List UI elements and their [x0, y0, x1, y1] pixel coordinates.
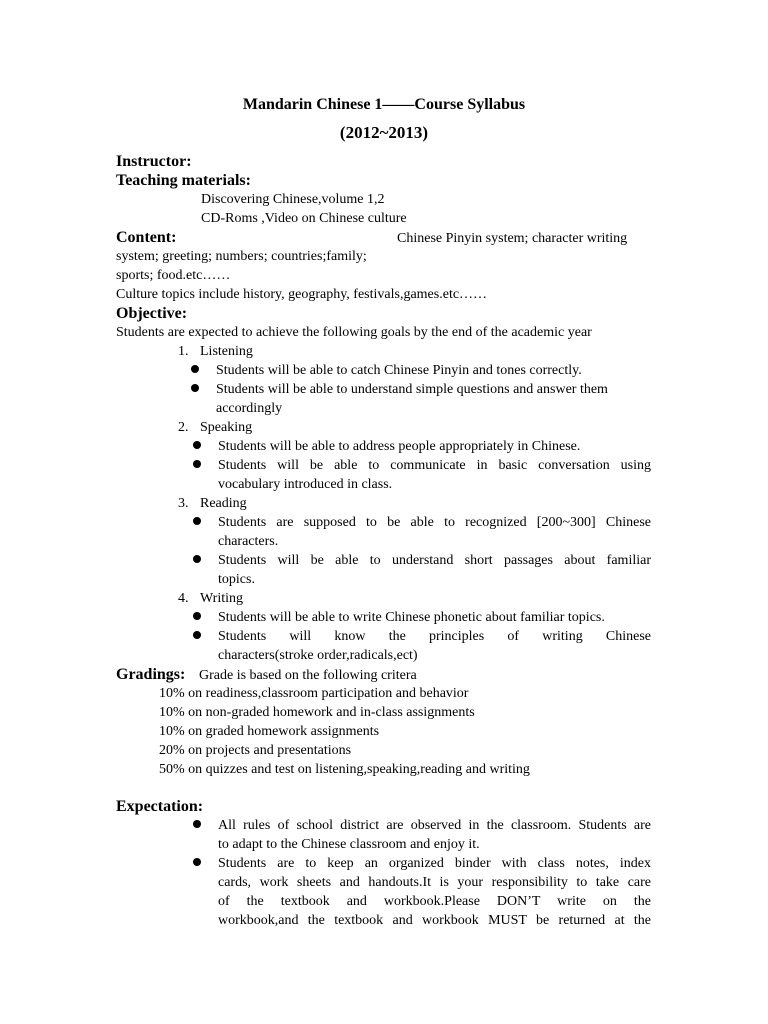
objective-item: Students will be able to address people appropriately in Chinese.: [218, 439, 581, 454]
grade-item: 50% on quizzes and test on listening,speaking,reading and writing: [159, 762, 530, 777]
objective-item-continued: accordingly: [216, 401, 283, 416]
expectation-item-continued: cards, work sheets and handouts.It is your responsibility to take care: [218, 875, 651, 890]
grade-item: 10% on graded homework assignments: [159, 724, 380, 739]
skill-number: 4.: [178, 591, 189, 606]
expectation-heading: Expectation:: [116, 798, 204, 815]
expectation-item: Students are to keep an organized binder with class notes, index: [218, 856, 651, 871]
content-line: Culture topics include history, geography, festivals,games.etc……: [116, 287, 488, 302]
objective-item: Students are supposed to be able to recognized [200~300] Chinese: [218, 515, 651, 530]
materials-heading: Teaching materials:: [116, 172, 251, 189]
expectation-item-continued: of the textbook and workbook.Please DON’T write on the: [218, 894, 651, 909]
objective-item: Students will be able to catch Chinese Pinyin and tones correctly.: [216, 363, 582, 378]
bullet-icon: [193, 517, 201, 525]
expectation-item-continued: workbook,and the textbook and workbook MUST be returned at the: [218, 913, 651, 928]
expectation-item-continued: to adapt to the Chinese classroom and enjoy it.: [218, 837, 480, 852]
bullet-icon: [191, 384, 199, 392]
content-line: Chinese Pinyin system; character writing: [397, 231, 628, 246]
skill-name-reading: Reading: [200, 496, 247, 511]
skill-number: 3.: [178, 496, 189, 511]
bullet-icon: [193, 460, 201, 468]
bullet-icon: [193, 441, 201, 449]
skill-name-listening: Listening: [200, 344, 253, 359]
objective-item: Students will be able to communicate in basic conversation using: [218, 458, 651, 473]
grade-item: 10% on non-graded homework and in-class assignments: [159, 705, 475, 720]
objective-intro: Students are expected to achieve the following goals by the end of the academic year: [116, 325, 592, 340]
bullet-icon: [191, 365, 199, 373]
grade-item: 20% on projects and presentations: [159, 743, 352, 758]
page-title: Mandarin Chinese 1——Course Syllabus: [242, 96, 526, 113]
bullet-icon: [193, 631, 201, 639]
material-item: Discovering Chinese,volume 1,2: [201, 192, 385, 207]
objective-item: Students will be able to understand simple questions and answer them: [216, 382, 608, 397]
school-year: (2012~2013): [339, 123, 429, 142]
bullet-icon: [193, 858, 201, 866]
content-line: sports; food.etc……: [116, 268, 231, 283]
gradings-heading: Gradings:: [116, 666, 186, 683]
instructor-heading: Instructor:: [116, 153, 192, 170]
skill-number: 2.: [178, 420, 189, 435]
bullet-icon: [193, 820, 201, 828]
skill-name-writing: Writing: [200, 591, 243, 606]
skill-number: 1.: [178, 344, 189, 359]
material-item: CD-Roms ,Video on Chinese culture: [201, 211, 407, 226]
objective-heading: Objective:: [116, 305, 188, 322]
objective-item-continued: characters.: [218, 534, 279, 549]
content-line: system; greeting; numbers; countries;family;: [116, 249, 367, 264]
bullet-icon: [193, 555, 201, 563]
objective-item-continued: topics.: [218, 572, 255, 587]
objective-item: Students will be able to understand short passages about familiar: [218, 553, 651, 568]
objective-item-continued: characters(stroke order,radicals,ect): [218, 648, 418, 663]
objective-item: Students will be able to write Chinese phonetic about familiar topics.: [218, 610, 605, 625]
grade-item: 10% on readiness,classroom participation and behavior: [159, 686, 469, 701]
skill-name-speaking: Speaking: [200, 420, 253, 435]
expectation-item: All rules of school district are observed in the classroom. Students are: [218, 818, 651, 833]
objective-item: Students will know the principles of writing Chinese: [218, 629, 651, 644]
bullet-icon: [193, 612, 201, 620]
gradings-intro: Grade is based on the following critera: [199, 668, 417, 683]
content-heading: Content:: [116, 229, 177, 246]
objective-item-continued: vocabulary introduced in class.: [218, 477, 393, 492]
